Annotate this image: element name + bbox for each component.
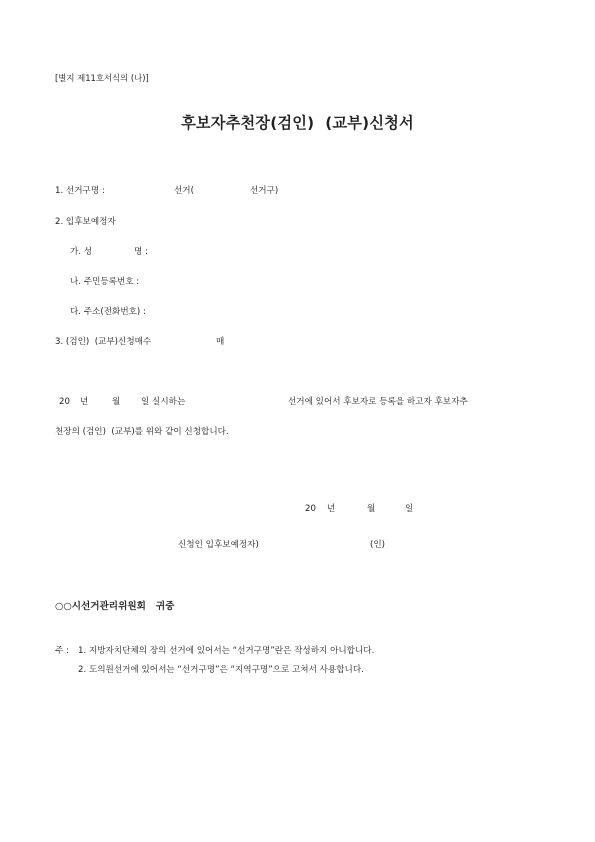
applicant-seal: (인) bbox=[370, 540, 386, 550]
date-year-number: 20 bbox=[305, 504, 316, 514]
note-2: 2. 도의원선거에 있어서는 “선거구명”은 “지역구명”으로 고쳐서 사용합니다. bbox=[78, 665, 364, 675]
item3-unit: 매 bbox=[216, 337, 225, 347]
body-year-number: 20 bbox=[59, 397, 70, 407]
body-day-text: 일 실시하는 bbox=[141, 397, 186, 407]
item2-candidate-label: 2. 입후보예정자 bbox=[55, 217, 116, 227]
recipient-label: ○○시선거관리위원회 귀중 bbox=[55, 601, 175, 612]
body-line1-rest: 선거에 있어서 후보자로 등록을 하고자 후보자추 bbox=[288, 397, 468, 407]
document-title: 후보자추천장(검인) (교부)신청서 bbox=[181, 114, 414, 132]
item2-address-label: 다. 주소(전화번호) : bbox=[70, 307, 146, 317]
item1-election-district-label: 1. 선거구명 : bbox=[55, 186, 105, 196]
note-1: 1. 지방자치단체의 장의 선거에 있어서는 “선거구명”란은 작성하지 아니합니다. bbox=[78, 646, 375, 656]
item3-request-count-label: 3. (검인) (교부)신청매수 bbox=[55, 337, 152, 347]
notes-prefix: 주 : bbox=[55, 646, 69, 656]
date-year-label: 년 bbox=[327, 504, 336, 514]
item1-election-text: 선거( bbox=[174, 186, 194, 196]
date-day-label: 일 bbox=[405, 504, 414, 514]
body-month-label: 월 bbox=[112, 397, 121, 407]
item2-name-label: 가. 성 bbox=[70, 247, 93, 257]
form-number-label: [별지 제11호서식의 (나)] bbox=[55, 73, 149, 83]
item2-resident-number-label: 나. 주민등록번호 : bbox=[70, 277, 140, 287]
applicant-label: 신청인 입후보예정자) bbox=[178, 540, 259, 550]
date-month-label: 월 bbox=[367, 504, 376, 514]
item2-name-colon: 명 : bbox=[134, 247, 148, 257]
item1-district-text: 선거구) bbox=[250, 186, 279, 196]
body-year-label: 년 bbox=[80, 397, 89, 407]
body-line2: 천장의 (검인) (교부)를 위와 같이 신청합니다. bbox=[55, 427, 229, 437]
